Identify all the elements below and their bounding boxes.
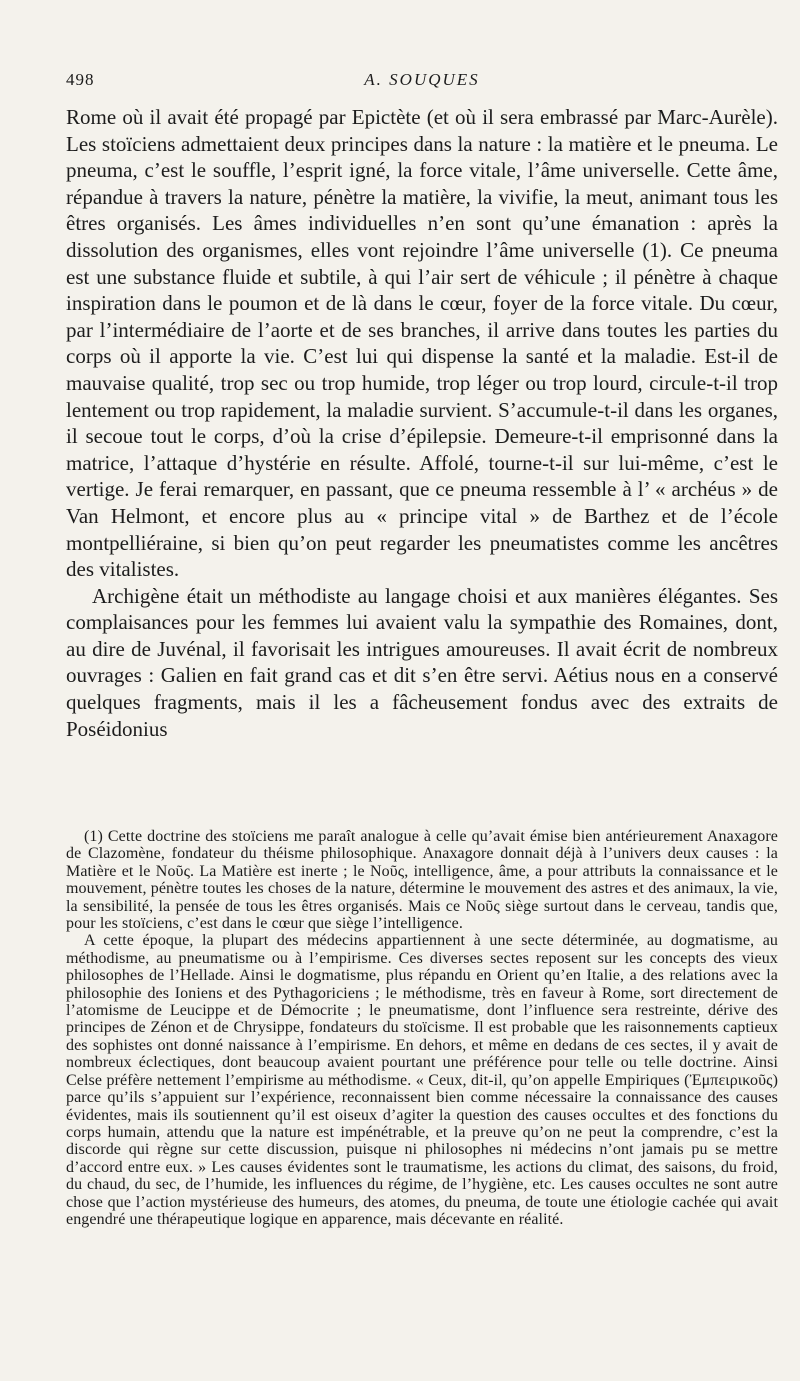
page-header xyxy=(66,70,778,98)
footnotes xyxy=(66,828,778,1228)
footnote: (1) Cette doctrine des stoïciens me paraît analogue à celle qu’avait émise bien antérieurement Anaxagore de Clazomène, fondateur du théisme philosophique. Anaxagore donnait déjà à l’univers deux causes : la Matière et le Νοῦς. La Matière est inerte ; le Νοῦς, intelligence, âme, a pour attributs la connaissance et le mouvement, pénètre toutes les choses de la nature, détermine le mouvement des astres et des animaux, la vie, la sensibilité, la pensée de tous les êtres organisés. Mais ce Νοῦς siège surtout dans le cerveau, tandis que, pour les stoïciens, c’est dans le cœur que siège l’intelligence. xyxy=(66,828,778,933)
body-paragraph: Rome où il avait été propagé par Epictète (et où il sera embrassé par Marc-Aurèle). Les stoïciens admettaient deux principes dans la nature : la matière et le pneuma. Le pneuma, c’est le souffle, l’esprit igné, la force vitale, l’âme universelle. Cette âme, répandue à travers la nature, pénètre la matière, la vivifie, la meut, animant tous les êtres organisés. Les âmes individuelles n’en sont qu’une émanation : après la dissolution des organismes, elles vont rejoindre l’âme universelle (1). Ce pneuma est une substance fluide et subtile, à qui l’air sert de véhicule ; il pénètre à chaque inspiration dans le poumon et de là dans le cœur, foyer de la force vitale. Du cœur, par l’intermédiaire de l’aorte et de ses branches, il arrive dans toutes les parties du corps où il apporte la vie. C’est lui qui dispense la santé et la maladie. Est-il de mauvaise qualité, trop sec ou trop humide, trop léger ou trop lourd, circule-t-il trop lentement ou trop rapidement, la maladie survient. S’accumule-t-il dans les organes, il secoue tout le corps, d’où la crise d’épilepsie. Demeure-t-il emprisonné dans la matrice, l’attaque d’hystérie en résulte. Affolé, tourne-t-il sur lui-même, c’est le vertige. Je ferai remarquer, en passant, que ce pneuma ressemble à l’ « archéus » de Van Helmont, et encore plus au « principe vital » de Barthez et de l’école montpelliéraine, si bien qu’on peut regarder les pneumatistes comme les ancêtres des vitalistes. xyxy=(66,105,778,582)
footnote: A cette époque, la plupart des médecins appartiennent à une secte déterminée, au dogmatisme, au méthodisme, au pneumatisme ou à l’empirisme. Ces diverses sectes reposent sur les concepts des vieux philosophes de l’Hellade. Ainsi le dogmatisme, plus répandu en Orient qu’en Italie, a des relations avec la philosophie des Ioniens et des Pythagoriciens ; le méthodisme, très en faveur à Rome, sort directement de l’atomisme de Leucippe et de Démocrite ; le pneumatisme, dont l’influence sera restreinte, dérive des principes de Zénon et de Chrysippe, fondateurs du stoïcisme. Il est probable que les raisonnements captieux des sophistes ont donné naissance à l’empirisme. En dehors, et même en dedans de ces sectes, il y avait de nombreux éclectiques, dont beaucoup avaient pourtant une préférence pour telle ou telle doctrine. Ainsi Celse préfère nettement l’empirisme au méthodisme. « Ceux, dit-il, qu’on appelle Empiriques (Ἐμπειρικοῦς) parce qu’ils s’appuient sur l’expérience, reconnaissent bien comme nécessaire la connaissance des causes évidentes, mais ils soutiennent qu’il est oiseux d’agiter la question des causes occultes et des fonctions du corps humain, attendu que la nature est impénétrable, et la preuve qu’on ne peut la comprendre, c’est la discorde qui règne sur cette discussion, puisque ni philosophes ni médecins n’ont jamais pu se mettre d’accord entre eux. » Les causes évidentes sont le traumatisme, les actions du climat, des saisons, du froid, du chaud, du sec, de l’humide, les influences du régime, de l’hygiène, etc. Les causes occultes ne sont autre chose que l’action mystérieuse des humeurs, des atomes, du pneuma, de toute une étiologie cachée qui avait engendré une thérapeutique logique en apparence, mais décevante en réalité. xyxy=(66,932,778,1228)
main-text xyxy=(66,104,778,742)
body-paragraph: Archigène était un méthodiste au langage choisi et aux manières élégantes. Ses complaisances pour les femmes lui avaient valu la sympathie des Romaines, dont, au dire de Juvénal, il favorisait les intrigues amoureuses. Il avait écrit de nombreux ouvrages : Galien en fait grand cas et dit s’en être servi. Aétius nous en a conservé quelques fragments, mais il les a fâcheusement fondus avec des extraits de Poséidonius xyxy=(66,583,778,741)
page-number: 498 xyxy=(66,70,95,89)
running-head: A. SOUQUES xyxy=(364,70,480,89)
